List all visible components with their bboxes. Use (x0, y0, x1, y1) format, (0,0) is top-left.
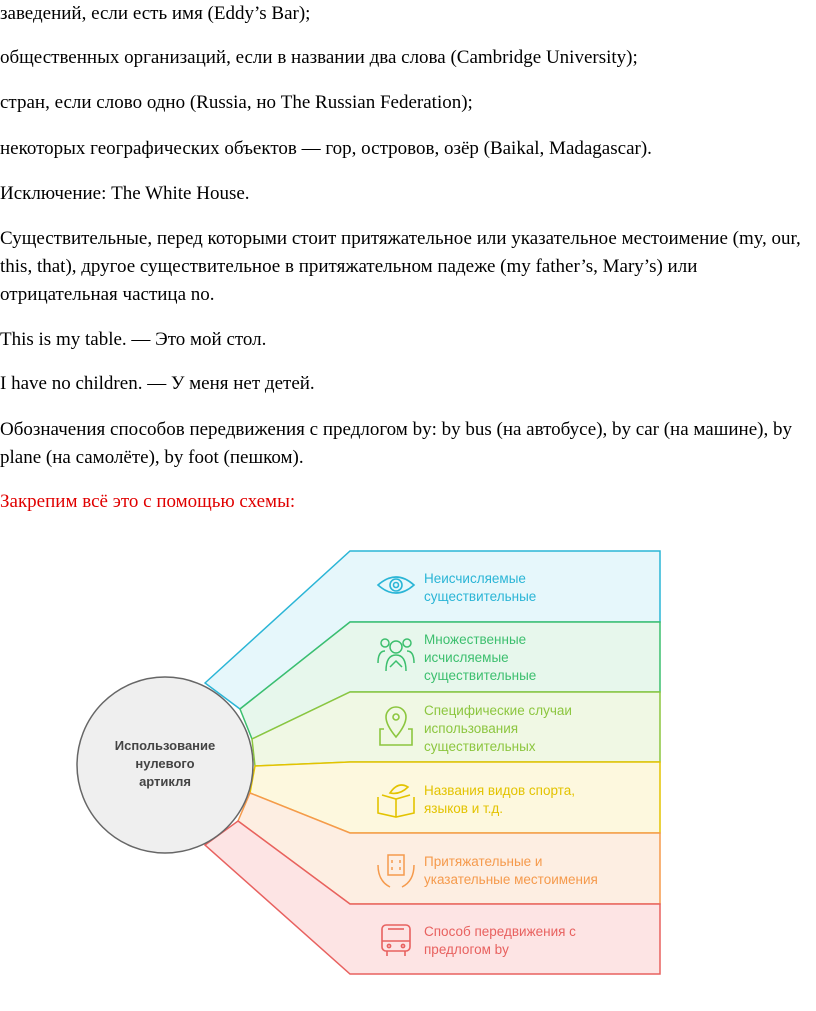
item-label: Множественные (424, 632, 527, 647)
item-label: предлогом by (424, 942, 509, 957)
item-label: исчисляемые (424, 650, 509, 665)
paragraph: некоторых географических объектов — гор, островов, озёр (Baikal, Madagascar). (0, 138, 652, 159)
item-label: Специфические случаи (424, 703, 572, 718)
item-label: Притяжательные и (424, 854, 543, 869)
paragraph: стран, если слово одно (Russia, но The Russian Federation); (0, 92, 473, 113)
paragraph: Существительные, перед которыми стоит притяжательное или указательное местоимение (my, our, this, that), другое существительное в притяжательном падеже (my father’s, Mary’s) или отрицательная частица no. (0, 228, 801, 305)
paragraph: заведений, если есть имя (Eddy’s Bar); (0, 3, 311, 24)
item-label: указательные местоимения (424, 872, 598, 887)
center-label: нулевого (135, 756, 195, 771)
item-label: использования (424, 721, 519, 736)
item-label: Названия видов спорта, (424, 783, 575, 798)
item-label: Способ передвижения с (424, 924, 576, 939)
item-label: существительные (424, 668, 537, 683)
paragraph: общественных организаций, если в названии два слова (Cambridge University); (0, 47, 638, 68)
item-label: Неисчисляемые (424, 571, 526, 586)
center-label: Использование (114, 738, 216, 753)
callout-text: Закрепим всё это с помощью схемы: (0, 491, 296, 512)
zero-article-diagram (0, 541, 816, 1011)
center-label: артикля (139, 774, 191, 789)
paragraph: Исключение: The White House. (0, 183, 250, 204)
item-label: существительные (424, 589, 537, 604)
item-label: языков и т.д. (424, 801, 504, 816)
example-sentence: This is my table. — Это мой стол. (0, 329, 267, 350)
item-label: существительных (424, 739, 536, 754)
paragraph: Обозначения способов передвижения с предлогом by: by bus (на автобусе), by car (на машине), by plane (на самолёте), by foot (пешком). (0, 419, 792, 468)
example-sentence: I have no children. — У меня нет детей. (0, 373, 315, 394)
